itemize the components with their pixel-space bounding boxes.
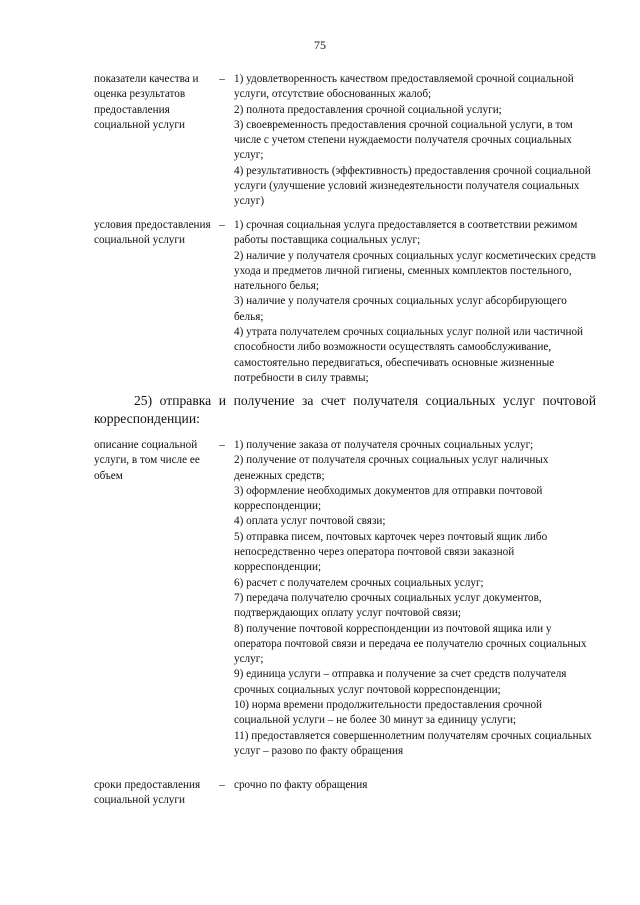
dash-separator: –	[219, 779, 225, 791]
list-item: 1) получение заказа от получателя срочных социальных услуг;	[234, 439, 534, 451]
list-item: 3) оформление необходимых документов для отправки почтовой корреспонденции;	[234, 484, 543, 513]
list-item: 7) передача получателю срочных социальных услуг документов, подтверждающих оплату услуг почтовой связи;	[234, 591, 542, 620]
list-item: 1) удовлетворенность качеством предоставляемой срочной социальной услуги, отсутствие обоснованных жалоб;	[234, 73, 574, 101]
section-heading: 25) отправка и получение за счет получателя социальных услуг почтовой корреспонденции:	[94, 393, 596, 426]
list-item: 3) своевременность предоставления срочной социальной услуги, в том числе с учетом степени нуждаемости получателя срочных социальных услуг;	[234, 118, 573, 162]
terms-label: сроки предоставления социальной услуги	[94, 779, 201, 807]
list-item: срочно по факту обращения	[234, 779, 368, 791]
quality-indicators-label: показатели качества и оценка результатов предоставления социальной услуги	[94, 73, 199, 131]
list-item: 2) наличие у получателя срочных социальных услуг косметических средств ухода и предметов личной гигиены, сменных комплектов постельного, нательного белья;	[234, 249, 596, 293]
list-item: 3) наличие у получателя срочных социальных услуг абсорбирующего белья;	[234, 295, 567, 323]
dash-separator: –	[219, 439, 225, 451]
list-item: 5) отправка писем, почтовых карточек через почтовый ящик либо непосредственно через оператора почтовой связи заказной корреспонденции;	[234, 530, 548, 574]
list-item: 1) срочная социальная услуга предоставляется в соответствии режимом работы поставщика социальных услуг;	[234, 219, 578, 247]
description-label: описание социальной услуги, в том числе ее объем	[94, 439, 200, 482]
list-item: 10) норма времени продолжительности предоставления срочной социальной услуги – не более 30 минут за единицу услуги;	[234, 699, 543, 727]
list-item: 11) предоставляется совершеннолетним получателям срочных социальных услуг – разово по факту обращения	[234, 729, 592, 757]
terms-content	[234, 778, 596, 793]
dash-separator: –	[219, 73, 225, 85]
conditions-label: условия предоставления социальной услуги	[94, 219, 211, 247]
description-content	[234, 438, 596, 759]
list-item: 6) расчет с получателем срочных социальных услуг;	[234, 576, 484, 589]
list-item: 4) утрата получателем срочных социальных услуг полной или частичной способности либо возможности осуществлять самообслуживание, самостоятельно передвигаться, обеспечивать основные жизненные потребности в силу травмы;	[234, 326, 584, 384]
list-item: 9) единица услуги – отправка и получение за счет средств получателя срочных социальных услуг почтовой корреспонденции;	[234, 668, 567, 696]
dash-separator: –	[219, 219, 225, 231]
page-number: 75	[314, 38, 326, 52]
list-item: 4) оплата услуг почтовой связи;	[234, 515, 386, 528]
conditions-content	[234, 218, 596, 386]
list-item: 2) получение от получателя срочных социальных услуг наличных денежных средств;	[234, 454, 549, 482]
list-item: 8) получение почтовой корреспонденции из почтовой ящика или у оператора почтовой связи и передача ее получателю срочных социальных услуг;	[234, 622, 587, 666]
list-item: 4) результативность (эффективность) предоставления срочной социальной услуги (улучшение условий жизнедеятельности получателя социальных услуг)	[234, 164, 591, 208]
quality-indicators-content	[234, 72, 596, 210]
list-item: 2) полнота предоставления срочной социальной услуги;	[234, 103, 502, 116]
